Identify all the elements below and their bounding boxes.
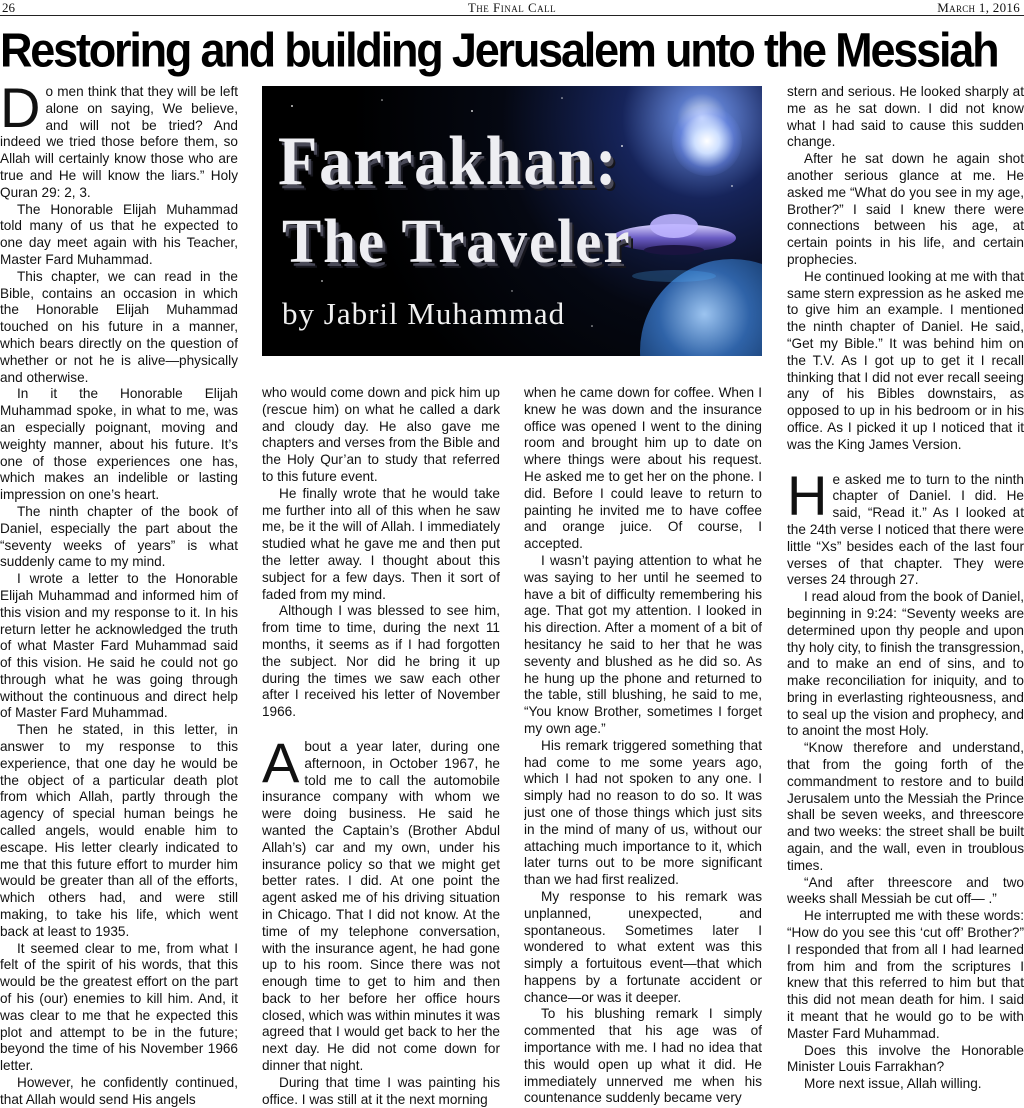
drop-cap: H <box>787 463 828 527</box>
article-paragraph <box>787 269 1024 454</box>
paragraph-text: During that time I was painting his office. I was still at it the next morning <box>262 1074 500 1107</box>
paragraph-text: I wasn’t paying attention to what he was saying to her until he seemed to have a bit of difficulty remembering his age. That got my attention. I looked in his direction. After a moment of a bit of hesitancy he said to her that he was seventy and blushed as he did so. As he hung up the phone and returned to the table, still blushing, he said to me, “You know Brother, sometimes I forget my own age.” <box>524 552 762 736</box>
article-column-4 <box>787 84 1024 1108</box>
article-paragraph <box>787 463 1024 590</box>
paragraph-text: I wrote a letter to the Honorable Elijah Muhammad and informed him of this vision and my response to it. In his return letter he acknowledged the truth of what Master Fard Muhammad said of this vision. He said he could not go through what he was going through without the continuous and direct help of Master Fard Muhammad. <box>0 571 238 721</box>
article-paragraph <box>524 889 762 1007</box>
article-paragraph <box>262 603 500 721</box>
article-paragraph <box>787 1076 1024 1093</box>
article-paragraph <box>0 1075 238 1108</box>
article-paragraph <box>787 589 1024 740</box>
article-paragraph <box>0 84 238 202</box>
paragraph-text: My response to his remark was unplanned, unexpected, and spontaneous. Sometimes later I wondered to what extent was this simply a fortuitous event—that which happens by a fortunate accident or chance—or was it deeper. <box>524 888 762 1005</box>
paragraph-text: Does this involve the Honorable Minister Louis Farrakhan? <box>787 1042 1024 1075</box>
paragraph-text: when he came down for coffee. When I knew he was down and the insurance office was opened I went to the dining room and brought him up to date on where things were about his request. He asked me to get her on the phone. I did. Before I could leave to return to painting he invited me to have coffee and orange juice. Of course, I accepted. <box>524 385 762 552</box>
paragraph-text: The ninth chapter of the book of Daniel, especially the part about the “seventy weeks of years” is what suddenly came to my mind. <box>0 503 238 570</box>
article-paragraph <box>787 151 1024 269</box>
article-paragraph <box>524 385 762 553</box>
article-paragraph <box>524 553 762 738</box>
issue-date: March 1, 2016 <box>937 0 1020 15</box>
paragraph-text: stern and serious. He looked sharply at me as he sat down. I did not know what I had said to cause this sudden change. <box>787 84 1024 150</box>
article-paragraph <box>0 571 238 722</box>
paragraph-text: His remark triggered something that had come to me some years ago, which I had not spoken to any one. I simply had no reason to do so. It was just one of those things which just sits in the mind of many of us, without our attaching much importance to it, which later turns out to be more significant than we had first realized. <box>524 737 762 888</box>
article-paragraph <box>787 875 1024 909</box>
drop-cap: A <box>262 730 300 794</box>
paragraph-text: bout a year later, during one afternoon, in October 1967, he told me to call the automobile insurance company with whom we were doing business. He said he wanted the Captain’s (Brother Abdul Allah’s) car and my own, under his insurance policy so that we might get better rates. I did. At one point the agent asked me of his driving situation in Chicago. That I did not know. At the time of my telephone conversation, with the insurance agent, he had gone up to his room. Since there was not enough time to get to him and then back to her before her office hours closed, which was within minutes it was agreed that I would get back to her the next day. He did not come down for dinner that night. <box>262 738 500 1074</box>
article-paragraph <box>0 202 238 269</box>
paragraph-text: who would come down and pick him up (rescue him) on what he called a dark and cloudy day. He also gave me chapters and verses from the Bible and the Holy Qur’an to study that referred to this future event. <box>262 385 500 484</box>
article-paragraph <box>524 738 762 889</box>
banner-title-line-1: Farrakhan: <box>278 123 619 200</box>
article-paragraph <box>0 722 238 940</box>
article-paragraph <box>787 908 1024 1042</box>
article-paragraph <box>262 385 500 486</box>
paragraph-text: He finally wrote that he would take me further into all of this when he saw me, be it the will of Allah. I immediately studied what he gave me and then put the letter away. I thought about this subject for a few days. Then it sort of faded from my mind. <box>262 485 500 602</box>
article-column-3 <box>524 385 762 1108</box>
article-paragraph <box>0 386 238 504</box>
article-paragraph <box>0 504 238 571</box>
drop-cap: D <box>0 84 41 139</box>
paragraph-text: Although I was blessed to see him, from time to time, during the next 11 months, it seems as if I had forgotten the subject. Nor did he bring it up during the times we saw each other after I received his letter of November 1966. <box>262 603 500 720</box>
paragraph-text: More next issue, Allah willing. <box>804 1076 982 1092</box>
article-paragraph <box>524 1006 762 1107</box>
article-paragraph <box>262 1075 500 1108</box>
paragraph-text: Then he stated, in this letter, in answer to my response to this experience, that one day he would be the object of a particular death plot from which Allah, partly through the agency of special human beings he called angels, would enable him to escape. His letter clearly indicated to me that this future effort to murder him would be greater than all of the efforts, which others had, and were still making, to take his life, which went back at least to 1935. <box>0 722 238 939</box>
paragraph-text: o men think that they will be left alone on saying, We believe, and will not be tried? And indeed we tried those before them, so Allah will certainly know those who are true and He will know the liars.” Holy Quran 29: 2, 3. <box>0 84 238 200</box>
article-paragraph <box>262 486 500 604</box>
paragraph-text: “And after threescore and two weeks shall Messiah be cut off— .” <box>787 874 1024 907</box>
article-paragraph <box>787 1043 1024 1077</box>
article-paragraph <box>787 740 1024 874</box>
page-number: 26 <box>2 0 15 15</box>
article-paragraph <box>787 84 1024 151</box>
page-folio <box>0 0 1024 16</box>
banner-title-line-2: The Traveler <box>282 208 632 276</box>
paragraph-text: It seemed clear to me, from what I felt of the spirit of his words, that this would be the greatest effort on the part of his (our) enemies to kill him. And, it was clear to me that he expected this plot and attempt to be in the future; beyond the time of his November 1966 letter. <box>0 940 238 1074</box>
paragraph-text: This chapter, we can read in the Bible, contains an occasion in which the Honorable Elijah Muhammad touched on his future in a manner, which bears directly on the question of whether or not he is alive—physically and otherwise. <box>0 268 238 385</box>
article-column-1 <box>0 84 238 1108</box>
paragraph-text: e asked me to turn to the ninth chapter of Daniel. I did. He said, “Read it.” As I looked at the 24th verse I noticed that there were little “Xs” besides each of the last four verses of that chapter. They were verses 24 through 27. <box>787 471 1024 588</box>
paragraph-text: “Know therefore and understand, that from the going forth of the commandment to restore and to build Jerusalem unto the Messiah the Prince shall be seven weeks, and threescore and two weeks: the street shall be built again, and the wall, even in troublous times. <box>787 740 1024 873</box>
paragraph-text: However, he confidently continued, that Allah would send His angels <box>0 1075 238 1107</box>
paragraph-text: After he sat down he again shot another serious glance at me. He asked me “What do you see in my age, Brother?” I said I knew there were connections between his age, at certain points in his life, and certain prophecies. <box>787 151 1024 267</box>
article-paragraph <box>0 941 238 1075</box>
column-banner-image <box>262 86 762 356</box>
article-headline: Restoring and building Jerusalem unto the Messiah <box>0 22 998 78</box>
paragraph-text: The Honorable Elijah Muhammad told many of us that he expected to one day meet again with his Teacher, Master Fard Muhammad. <box>0 201 238 267</box>
paragraph-text: To his blushing remark I simply commented that his age was of importance with me. I had no idea that this would open up what it did. He immediately unnerved me when his countenance suddenly became very <box>524 1006 762 1106</box>
article-paragraph <box>262 730 500 1075</box>
paragraph-text: I read aloud from the book of Daniel, beginning in 9:24: “Seventy weeks are determined upon thy people and upon thy holy city, to finish the transgression, and to make an end of sins, and to make reconciliation for iniquity, and to bring in everlasting righteousness, and to seal up the vision and prophecy, and to anoint the most Holy. <box>787 589 1024 739</box>
publication-name: The Final Call <box>467 0 557 15</box>
paragraph-text: In it the Honorable Elijah Muhammad spoke, in what to me, was an especially poignant, moving and weighty manner, about his future. It’s one of those experiences one has, which makes an indelible or lasting impression on one’s heart. <box>0 386 238 503</box>
paragraph-text: He continued looking at me with that same stern expression as he asked me to give him an example. I mentioned the ninth chapter of Daniel. He said, “Get my Bible.” It was behind him on the T.V. As I got up to get it I recall thinking that I did not ever recall seeing any of his Bibles downstairs, as opposed to up in his bedroom or in his office. As I picked it up I noticed that it was the King James Version. <box>787 268 1024 452</box>
light-flare <box>672 106 742 176</box>
paragraph-text: He interrupted me with these words: “How do you see this ‘cut off’ Brother?” I responded that from all I had learned from him and from the scriptures I knew that this referred to him but that this did not mean death for him. I said it meant that he would go to be with Master Fard Muhammad. <box>787 908 1024 1041</box>
banner-byline: by Jabril Muhammad <box>282 296 566 331</box>
article-column-2 <box>262 385 500 1108</box>
article-paragraph <box>0 269 238 387</box>
